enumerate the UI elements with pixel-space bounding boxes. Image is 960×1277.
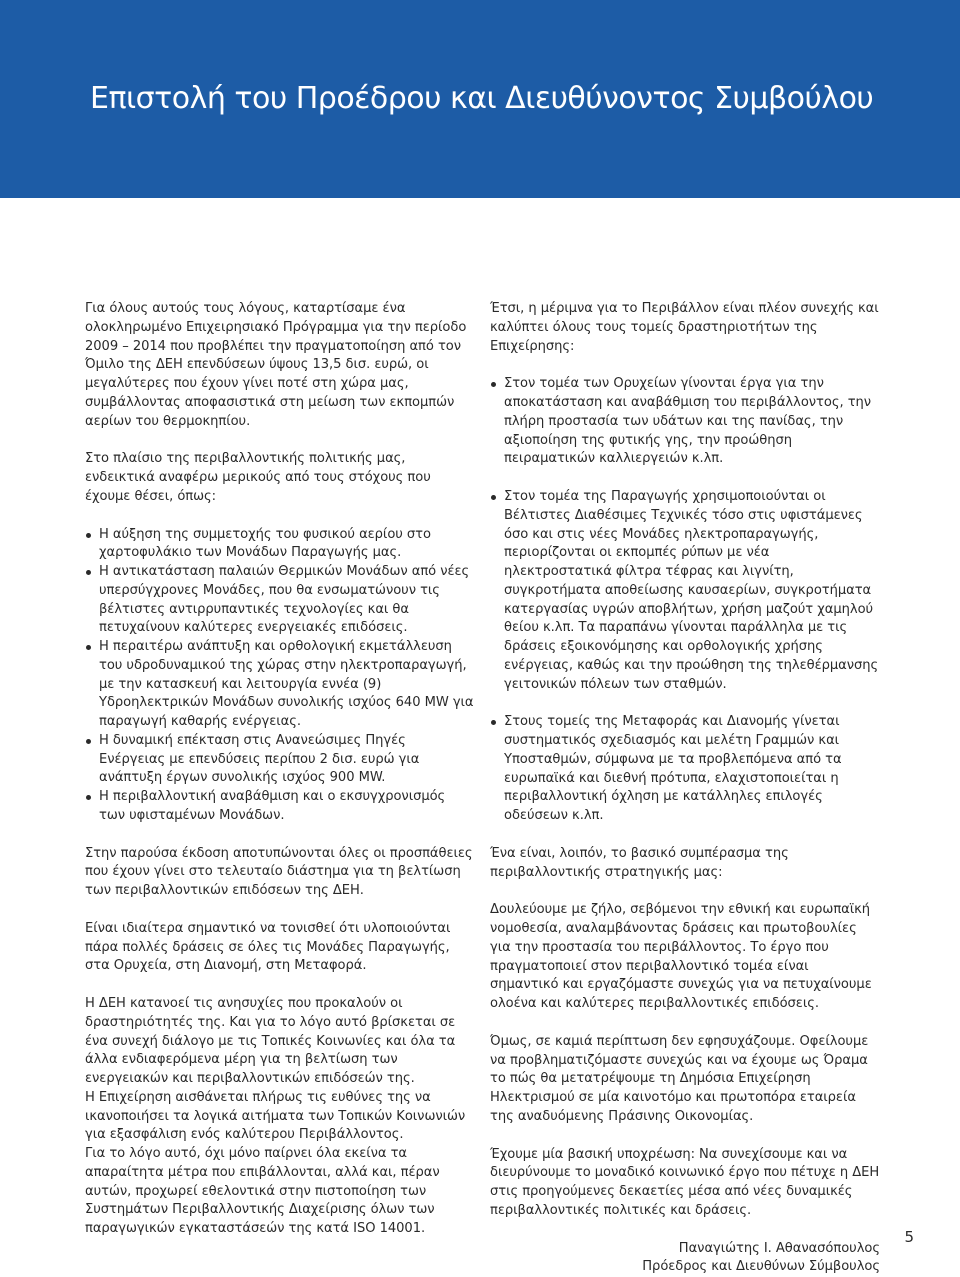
- responsibility-paragraph: Η Επιχείρηση αισθάνεται πλήρως τις ευθύνες της να ικανοποιήσει τα λογικά αιτήματα των Τοπικών Κοινωνιών για εξασφάλιση ενός καλύτερου Περιβάλλοντος.: [85, 1089, 466, 1143]
- targets-list: [85, 526, 475, 826]
- actions-paragraph: Είναι ιδιαίτερα σημαντικό να τονισθεί ότι υλοποιούνται πάρα πολλές δράσεις σε όλες τις Μονάδες Παραγωγής, στα Ορυχεία, στη Διανομή, στη Μεταφορά.: [85, 920, 451, 974]
- list-item: Η αντικατάσταση παλαιών Θερμικών Μονάδων από νέες υπερσύγχρονες Μονάδες, που θα ενσωματώνουν τις βέλτιστες αντιρρυπαντικές τεχνολογίες και θα πετυχαίνουν καλύτερες ενεργειακές επιδόσεις.: [85, 563, 475, 638]
- conclusion-paragraph: Δουλεύουμε με ζήλο, σεβόμενοι την εθνική και ευρωπαϊκή νομοθεσία, αναλαμβάνοντας δράσεις και πρωτοβουλίες για την προστασία του περιβάλλοντος. Το έργο που πραγματοποιεί στον περιβαλλοντικό τομέα είναι σημαντικό και εργαζόμαστε συνεχώς για να πετυχαίνουμε ολοένα και καλύτερες περιβαλλοντικές επιδόσεις.: [490, 902, 872, 1011]
- care-intro-paragraph: Έτσι, η μέριμνα για το Περιβάλλον είναι πλέον συνεχής και καλύπτει όλους τους τομείς δραστηριοτήτων της Επιχείρησης:: [490, 301, 879, 354]
- signature-title: Πρόεδρος και Διευθύνων Σύμβουλος: [642, 1259, 880, 1275]
- concerns-paragraph: Η ΔΕΗ κατανοεί τις ανησυχίες που προκαλούν οι δραστηριότητές της. Και για το λόγο αυτό βρίσκεται σε ένα συνεχή διάλογο με τις Τοπικές Κοινωνίες και όλα τα άλλα ενδιαφερόμενα μέρη για τη βελτίωση των ενεργειακών και περιβαλλοντικών επιδόσεών της.: [85, 996, 456, 1086]
- list-item: Στους τομείς της Μεταφοράς και Διανομής γίνεται συστηματικός σχεδιασμός και μελέτη Γραμμών και Υποσταθμών, σύμφωνα με τα προβλεπόμενα από τα ευρωπαϊκά και διεθνή πρότυπα, ελαχιστοποιείται η περιβαλλοντική όχληση με κατάλληλες επιλογές οδεύσεων κ.λπ.: [490, 713, 880, 826]
- list-item: Στον τομέα των Ορυχείων γίνονται έργα για την αποκατάσταση και αναβάθμιση του περιβάλλοντος, την πλήρη προστασία των υδάτων και της πανίδας, την αξιοποίηση της φυτικής γης, την προώθηση πειραματικών καλλιεργειών κ.λπ.: [490, 375, 880, 469]
- edition-paragraph: Στην παρούσα έκδοση αποτυπώνονται όλες οι προσπάθειες που έχουν γίνει στο τελευταίο διάστημα για τη βελτίωση των περιβαλλοντικών επιδόσεων της ΔΕΗ.: [85, 845, 473, 898]
- left-column: [85, 300, 475, 1239]
- conclusion-intro-paragraph: Ένα είναι, λοιπόν, το βασικό συμπέρασμα της περιβαλλοντικής στρατηγικής μας:: [490, 845, 789, 880]
- iso-paragraph: Για το λόγο αυτό, όχι μόνο παίρνει όλα εκείνα τα απαραίτητα μέτρα που επιβάλλονται, αλλά και, πέραν αυτών, προχωρεί εθελοντικά στην πιστοποίηση των Συστημάτων Περιβαλλοντικής Διαχείρισης όλων των παραγωγικών εγκαταστάσεών της κατά ISO 14001.: [85, 1146, 440, 1236]
- list-item: Η αύξηση της συμμετοχής του φυσικού αερίου στο χαρτοφυλάκιο των Μονάδων Παραγωγής μας.: [85, 526, 475, 564]
- obligation-paragraph: Έχουμε μία βασική υποχρέωση: Να συνεχίσουμε και να διευρύνουμε το μοναδικό κοινωνικό έργο που πέτυχε η ΔΕΗ στις προηγούμενες δεκαετίες μέσα από νέες δυναμικές περιβαλλοντικές πολιτικές και δράσεις.: [490, 1146, 880, 1218]
- intro-paragraph: Για όλους αυτούς τους λόγους, καταρτίσαμε ένα ολοκληρωμένο Επιχειρησιακό Πρόγραμμα για την περίοδο 2009 – 2014 που προβλέπει την πραγματοποίηση από τον Όμιλο της ΔΕΗ επενδύσεων ύψους 13,5 δισ. ευρώ, οι μεγαλύτερες που έχουν γίνει ποτέ στη χώρα μας, συμβάλλοντας αποφασιστικά στη μείωση των εκπομπών αερίων του θερμοκηπίου.: [85, 301, 467, 429]
- right-column: [490, 300, 880, 1277]
- list-item: Στον τομέα της Παραγωγής χρησιμοποιούνται οι Βέλτιστες Διαθέσιμες Τεχνικές τόσο στις υφιστάμενες όσο και στις νέες Μονάδες ηλεκτροπαραγωγής, περιορίζονται οι εκπομπές ρύπων με νέα ηλεκτροστατικά φίλτρα τέφρας και λιγνίτη, συγκροτήματα αποθείωσης καυσαερίων, συγκροτήματα κατεργασίας υγρών αποβλήτων, χρήση μαζούτ χαμηλού θείου κ.λπ. Τα παραπάνω γίνονται παράλληλα με τις δράσεις εξοικονόμησης και ορθολογικής χρήσης ενέργειας, καθώς και την προώθηση της τηλεθέρμανσης γειτονικών πόλεων των σταθμών.: [490, 488, 880, 694]
- list-item: Η περαιτέρω ανάπτυξη και ορθολογική εκμετάλλευση του υδροδυναμικού της χώρας στην ηλεκτροπαραγωγή, με την κατασκευή και λειτουργία εννέα (9) Υδροηλεκτρικών Μονάδων συνολικής ισχύος 640 MW για παραγωγή καθαρής ενέργειας.: [85, 638, 475, 732]
- page-number: 5: [904, 1228, 914, 1246]
- list-item: Η δυναμική επέκταση στις Ανανεώσιμες Πηγές Ενέργειας με επενδύσεις περίπου 2 δισ. ευρώ για ανάπτυξη έργων συνολικής ισχύος 900 MW.: [85, 732, 475, 788]
- title-banner: [0, 0, 960, 198]
- page-title: Επιστολή του Προέδρου και Διευθύνοντος Συμβούλου: [90, 81, 874, 116]
- targets-intro-paragraph: Στο πλαίσιο της περιβαλλοντικής πολιτικής μας, ενδεικτικά αναφέρω μερικούς από τους στόχους που έχουμε θέσει, όπως:: [85, 451, 431, 504]
- list-item: Η περιβαλλοντική αναβάθμιση και ο εκσυγχρονισμός των υφισταμένων Μονάδων.: [85, 788, 475, 826]
- signature-name: Παναγιώτης Ι. Αθανασόπουλος: [678, 1240, 880, 1256]
- sectors-list: [490, 375, 880, 826]
- no-complacency-paragraph: Όμως, σε καμιά περίπτωση δεν εφησυχάζουμε. Οφείλουμε να προβληματιζόμαστε συνεχώς και να έχουμε ως Όραμα το πώς θα μετατρέψουμε τη Δημόσια Επιχείρηση Ηλεκτρισμού σε μία καινοτόμο και πρωτοπόρα εταιρεία της αναδυόμενης Πράσινης Οικονομίας.: [490, 1033, 869, 1124]
